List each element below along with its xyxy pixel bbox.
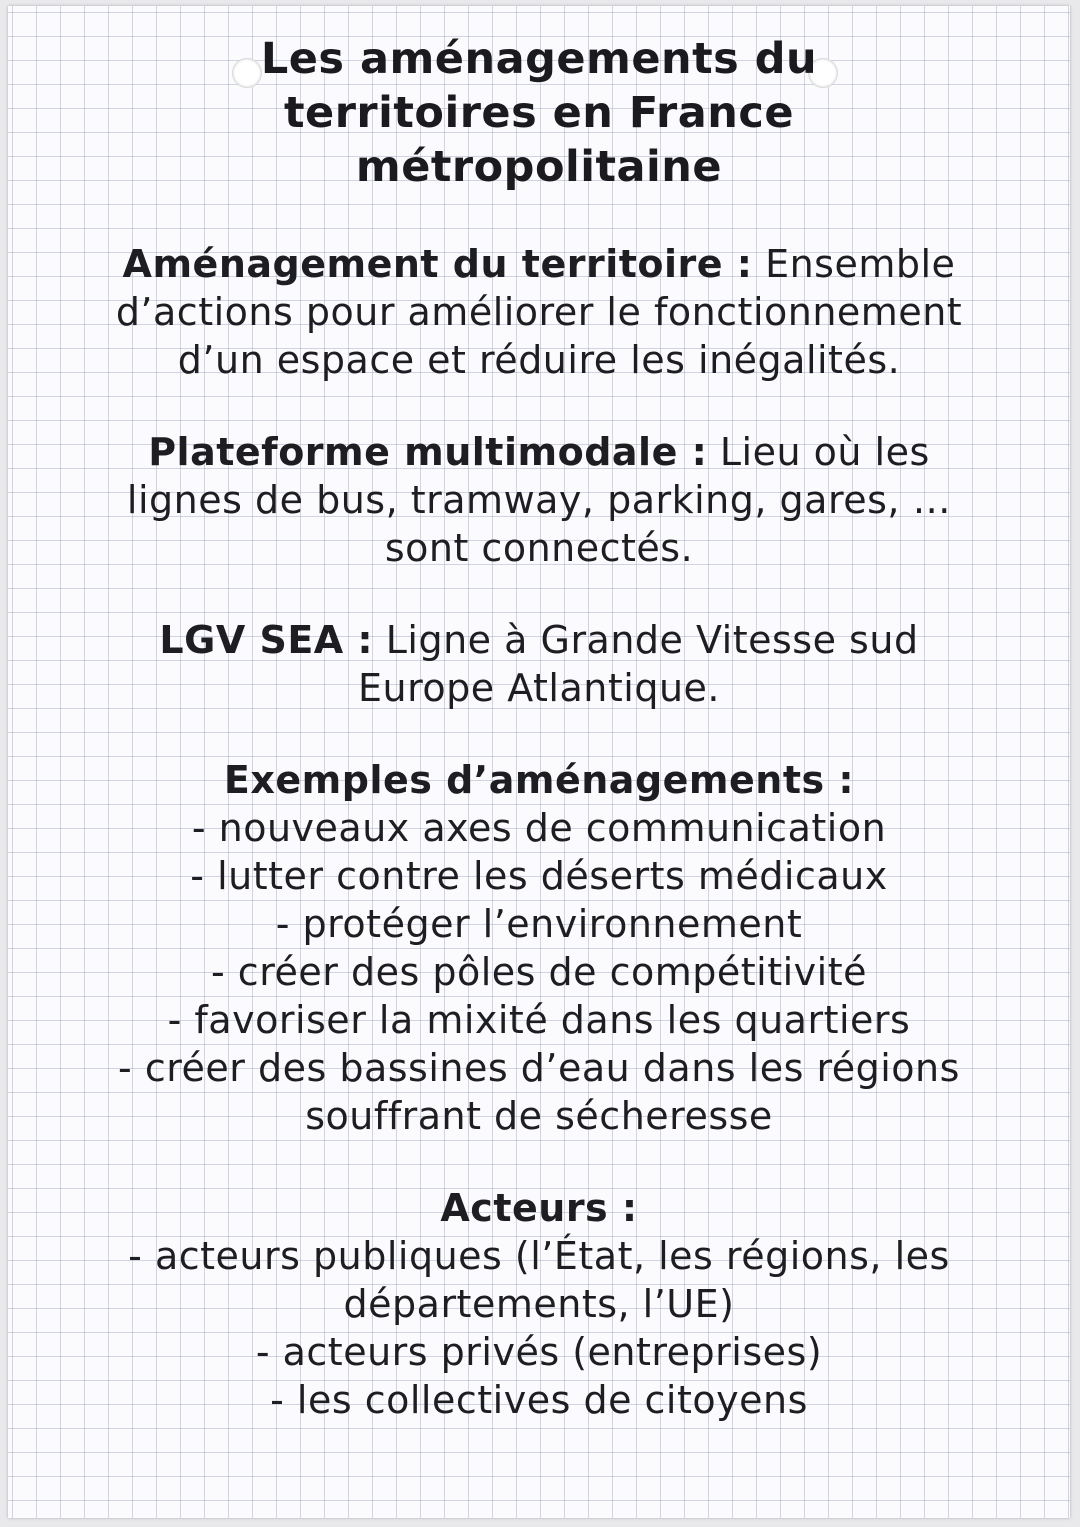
note-content — [8, 6, 1070, 1424]
definition-lgv-sea — [139, 616, 939, 712]
list-item: - les collectives de citoyens — [270, 1378, 808, 1422]
list-item: - favoriser la mixité dans les quartiers — [167, 998, 911, 1042]
definition-term: Aménagement du territoire : — [122, 242, 753, 286]
definition-text: Ligne à Grande Vitesse sud Europe Atlantique. — [358, 618, 919, 710]
page-title: Les aménagements du territoires en France métropolitaine — [260, 34, 818, 192]
definition-amenagement — [99, 240, 979, 384]
list-item: - lutter contre les déserts médicaux — [190, 854, 888, 898]
list-item: - acteurs publiques (l’État, les régions, les départements, l’UE) — [128, 1234, 950, 1326]
list-item: - nouveaux axes de communication — [191, 806, 887, 850]
examples-section — [8, 756, 1070, 1140]
definition-term: LGV SEA : — [159, 618, 374, 662]
actors-heading: Acteurs : — [440, 1186, 638, 1230]
definition-term: Plateforme multimodale : — [148, 430, 708, 474]
list-item: - protéger l’environnement — [275, 902, 803, 946]
list-item: - créer des bassines d’eau dans les régions souffrant de sécheresse — [118, 1046, 960, 1138]
grid-paper-sheet — [8, 6, 1070, 1518]
list-item: - créer des pôles de compétitivité — [211, 950, 867, 994]
actors-section — [8, 1184, 1070, 1424]
list-item: - acteurs privés (entreprises) — [255, 1330, 823, 1374]
definition-text: Ensemble d’actions pour améliorer le fonctionnement d’un espace et réduire les inégalités. — [115, 242, 963, 382]
definition-plateforme — [119, 428, 959, 572]
examples-heading: Exemples d’aménagements : — [223, 758, 855, 802]
definition-text: Lieu où les lignes de bus, tramway, parking, gares, … sont connectés. — [126, 430, 952, 570]
